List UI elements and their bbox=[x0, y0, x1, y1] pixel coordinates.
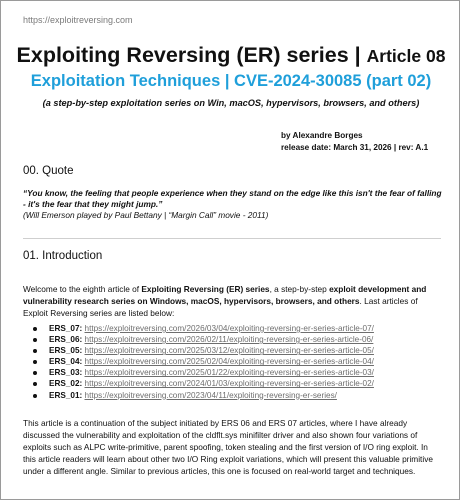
list-item bbox=[33, 356, 453, 367]
bullet-icon bbox=[33, 338, 37, 342]
list-item bbox=[33, 378, 453, 389]
bullet-icon bbox=[33, 360, 37, 364]
article-link[interactable]: https://exploitreversing.com/2025/03/12/exploiting-reversing-er-series-article-05/ bbox=[84, 346, 374, 356]
article-link[interactable]: https://exploitreversing.com/2025/01/22/exploiting-reversing-er-series-article-03/ bbox=[84, 368, 374, 378]
article-title bbox=[1, 43, 460, 68]
article-subtitle: Exploitation Techniques | CVE-2024-30085 (part 02) bbox=[30, 72, 432, 90]
link-label: ERS_01: bbox=[49, 390, 83, 400]
link-label: ERS_02: bbox=[49, 379, 83, 389]
bullet-icon bbox=[33, 371, 37, 375]
release-date: release date: March 31, 2026 | rev: A.1 bbox=[281, 143, 429, 152]
article-link[interactable]: https://exploitreversing.com/2025/02/04/exploiting-reversing-er-series-article-04/ bbox=[84, 357, 374, 367]
intro-paragraph bbox=[23, 283, 443, 319]
article-link[interactable]: https://exploitreversing.com/2024/01/03/exploiting-reversing-er-series-article-02/ bbox=[84, 379, 374, 389]
list-item bbox=[33, 367, 453, 378]
quote-text: “You know, the feeling that people experience when they stand on the edge like this isn't the fear of falling - it's the fear that they might jump.” bbox=[23, 188, 442, 210]
site-url[interactable]: https://exploitreversing.com bbox=[23, 15, 133, 25]
series-title: Exploiting Reversing (ER) series | bbox=[16, 43, 367, 67]
list-item bbox=[33, 323, 453, 334]
article-tagline: (a step-by-step exploitation series on Win, macOS, hypervisors, browsers, and others) bbox=[42, 98, 420, 108]
link-label: ERS_05: bbox=[49, 346, 83, 356]
intro-series-name: Exploiting Reversing (ER) series bbox=[141, 284, 270, 294]
intro-text: . Last articles of Exploit Reversing series are listed below: bbox=[23, 296, 418, 318]
link-label: ERS_03: bbox=[49, 368, 83, 378]
quote-block bbox=[23, 188, 443, 222]
link-label: ERS_04: bbox=[49, 357, 83, 367]
intro-text: Welcome to the eighth article of bbox=[23, 284, 142, 294]
link-label: ERS_07: bbox=[49, 324, 83, 333]
article-number: Article 08 bbox=[366, 46, 446, 66]
list-item bbox=[33, 345, 453, 356]
link-label: ERS_06: bbox=[49, 335, 83, 345]
bullet-icon bbox=[33, 349, 37, 353]
bullet-icon bbox=[33, 327, 37, 331]
article-link[interactable]: https://exploitreversing.com/2026/03/04/exploiting-reversing-er-series-article-07/ bbox=[84, 324, 374, 333]
continuation-paragraph: This article is a continuation of the subject initiated by ERS 06 and ERS 07 articles, where I have already discussed the vulnerability and exploitation of the cldflt.sys minifilter driver and also shown four variations of exploits such as ALPC write-primitive, parent spoofing, token stealing and the first version of I/O ring exploit. In this article readers will learn about other two I/O Ring exploit variations, which will present this valuable primitive under a different angle. Similar to previous articles, this one is focused on real-world target and techniques. bbox=[23, 418, 433, 476]
article-link[interactable]: https://exploitreversing.com/2026/02/11/exploiting-reversing-er-series-article-06/ bbox=[84, 335, 374, 345]
intro-heading: 01. Introduction bbox=[23, 250, 103, 262]
divider bbox=[23, 238, 441, 239]
list-item bbox=[33, 334, 453, 345]
quote-attribution: (Will Emerson played by Paul Bettany | “Margin Call” movie - 2011) bbox=[23, 210, 269, 221]
author-block bbox=[281, 130, 428, 154]
bullet-icon bbox=[33, 382, 37, 386]
article-link[interactable]: https://exploitreversing.com/2023/04/11/exploiting-reversing-er-series/ bbox=[84, 390, 337, 400]
article-links-list bbox=[33, 323, 453, 401]
intro-series-topic: exploit development and vulnerability research series on Windows, macOS, hypervisors, browsers, and others bbox=[23, 284, 427, 306]
author-name: by Alexandre Borges bbox=[281, 131, 363, 140]
list-item bbox=[33, 390, 453, 401]
quote-heading: 00. Quote bbox=[23, 165, 74, 177]
bullet-icon bbox=[33, 394, 37, 398]
intro-text: , a step-by-step bbox=[269, 284, 330, 294]
